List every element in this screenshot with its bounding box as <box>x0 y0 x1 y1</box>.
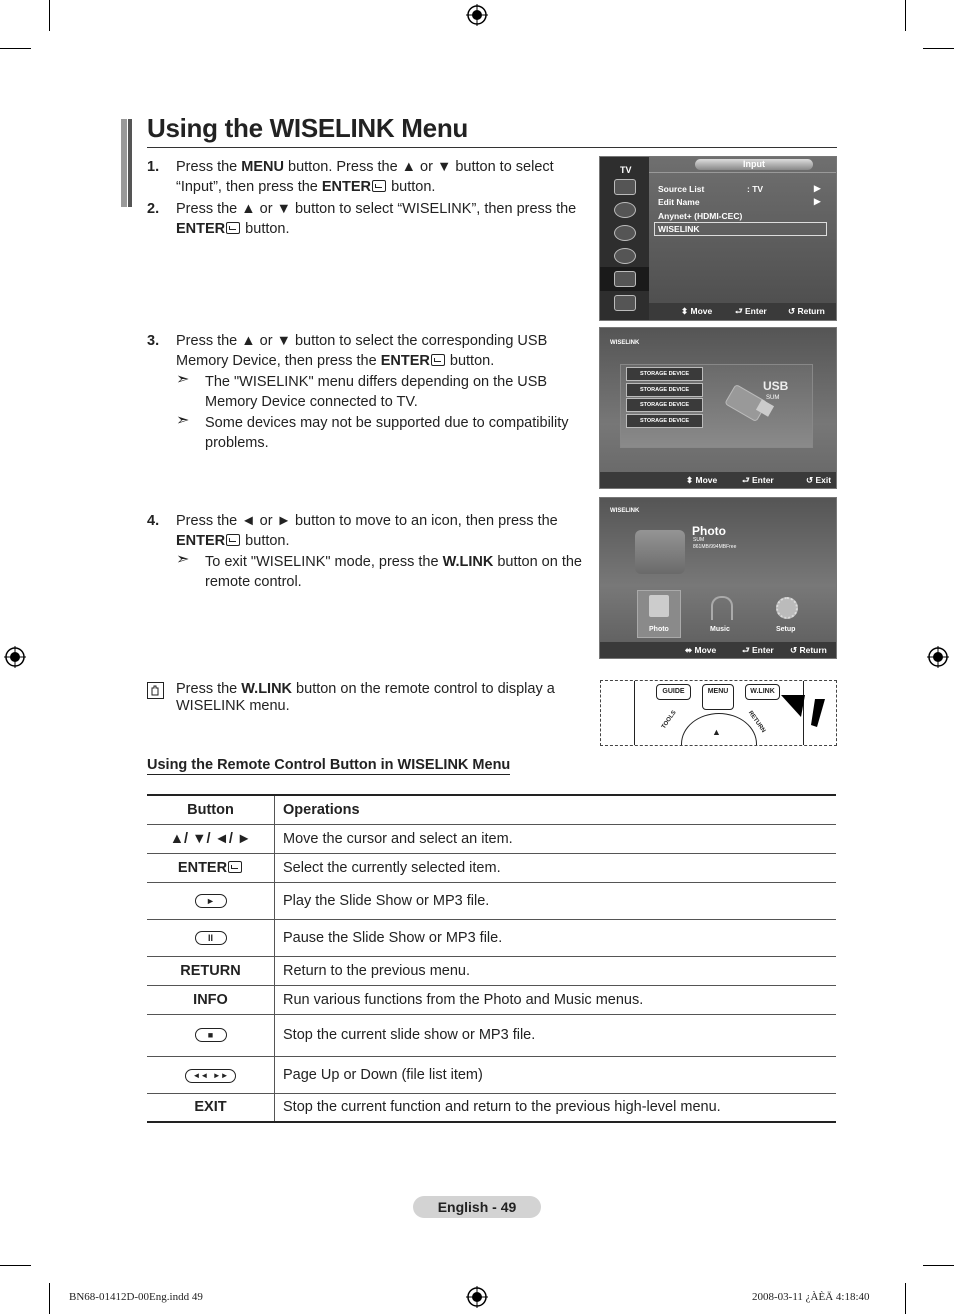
registration-mark-icon <box>466 4 488 26</box>
enter-icon <box>372 180 386 192</box>
menu-keyword: MENU <box>241 159 284 175</box>
osd-footer <box>600 472 836 488</box>
enter-icon <box>226 534 240 546</box>
step-text: button. <box>241 221 290 237</box>
usb-label: USB <box>763 379 789 393</box>
step-text: button. <box>445 353 495 369</box>
enter-icon <box>431 354 445 366</box>
pause-button-cell <box>147 919 275 956</box>
note-text: button on the remote control. <box>205 554 582 590</box>
registration-mark-icon <box>927 646 949 668</box>
step-text: Memory Device, then press the <box>176 353 381 369</box>
table-row <box>147 1093 836 1122</box>
crop-mark <box>923 1265 954 1266</box>
enter-button-cell: ENTER <box>147 853 275 882</box>
table-row <box>147 919 836 956</box>
page-buttons-cell <box>147 1056 275 1093</box>
title-divider <box>147 147 837 148</box>
camera-icon <box>635 530 685 574</box>
tv-label: TV <box>620 165 632 175</box>
step-number: 4. <box>147 513 160 529</box>
note-arrow-icon: ➣ <box>176 371 190 388</box>
title-accent-bar <box>121 119 127 207</box>
operation-cell: Stop the current slide show or MP3 file. <box>275 1014 837 1056</box>
usb-sublabel: SUM <box>766 395 780 401</box>
return-hint: ↺ Return <box>788 306 825 316</box>
stop-button-cell <box>147 1014 275 1056</box>
operation-cell: Move the cursor and select an item. <box>275 824 837 853</box>
step-text: button. <box>387 179 436 195</box>
note-icon <box>147 682 164 699</box>
arrow-buttons-cell: ▲/ ▼/ ◄/ ► <box>147 824 275 853</box>
wiselink-logo: WISELINK <box>610 340 640 346</box>
crop-mark <box>905 0 906 31</box>
menu-item-source-list[interactable]: Source List <box>658 184 705 194</box>
tip-text: Press the W.LINK button on the remote control to display a WISELINK menu. <box>176 681 555 714</box>
crop-mark <box>49 0 50 31</box>
menu-item-value: : TV <box>747 184 764 194</box>
wlink-keyword: W.LINK <box>241 681 293 697</box>
enter-keyword: ENTER <box>380 353 430 369</box>
wiselink-photo-screenshot <box>599 497 837 659</box>
column-header-operations: Operations <box>275 795 837 824</box>
title-accent-bar <box>128 119 132 207</box>
note-text: The "WISELINK" menu differs depending on the USB Memory Device connected to TV. <box>205 374 548 410</box>
free-space: 861MB/994MBFree <box>693 544 737 550</box>
sound-icon <box>614 202 636 218</box>
step-text: Press the ▲ or ▼ button to select “WISELINK”, then press the <box>176 201 577 217</box>
return-hint: ↺ Return <box>790 645 827 655</box>
wiselink-device-screenshot <box>599 327 837 489</box>
step-text: button. <box>241 533 290 549</box>
enter-keyword: ENTER <box>176 221 226 237</box>
photo-label: Photo <box>649 626 669 633</box>
tools-button[interactable]: TOOLS <box>660 709 678 731</box>
step-text: “Input”, then press the <box>176 179 322 195</box>
wlink-keyword: W.LINK <box>442 554 494 570</box>
crop-mark <box>923 48 954 49</box>
enter-hint: ⮐ Enter <box>735 306 767 316</box>
operations-table <box>147 794 836 1123</box>
rewind-forward-icon: ◄◄ ►► <box>185 1069 235 1083</box>
setup-icon <box>614 248 636 264</box>
table-row <box>147 882 836 919</box>
storage-device-item[interactable]: STORAGE DEVICE <box>626 414 703 428</box>
pause-icon: II <box>195 931 227 945</box>
enter-icon <box>226 222 240 234</box>
print-timestamp: 2008-03-11 ¿ÀÈÄ 4:18:40 <box>752 1291 870 1303</box>
crop-mark <box>905 1283 906 1314</box>
divider <box>649 172 836 173</box>
photo-icon <box>649 595 669 617</box>
table-row <box>147 824 836 853</box>
arrow-right-icon: ▶ <box>814 183 821 193</box>
table-row <box>147 1014 836 1056</box>
osd-sidebar <box>600 157 649 320</box>
operation-cell: Run various functions from the Photo and Music menus. <box>275 985 837 1014</box>
menu-item-anynet[interactable]: Anynet+ (HDMI-CEC) <box>658 211 743 221</box>
menu-item-edit-name[interactable]: Edit Name <box>658 197 700 207</box>
registration-mark-icon <box>466 1286 488 1308</box>
enter-keyword: ENTER <box>176 533 226 549</box>
step-number: 2. <box>147 201 160 217</box>
table-row <box>147 985 836 1014</box>
step-text: Press the ▲ or ▼ button to select the corresponding USB <box>176 333 548 349</box>
step-number: 1. <box>147 159 160 175</box>
crop-mark <box>0 1265 31 1266</box>
stop-icon: ■ <box>195 1028 227 1042</box>
enter-hint: ⮐ Enter <box>742 645 774 655</box>
info-button-cell: INFO <box>147 985 275 1014</box>
note-arrow-icon: ➣ <box>176 551 190 568</box>
application-icon <box>614 295 636 311</box>
crop-mark <box>49 1283 50 1314</box>
operation-cell: Page Up or Down (file list item) <box>275 1056 837 1093</box>
input-icon <box>614 271 636 287</box>
music-icon[interactable] <box>711 596 733 620</box>
step-text: Press the <box>176 159 242 175</box>
menu-button[interactable]: MENU <box>702 684 734 710</box>
move-hint: ⬍ Move <box>686 475 718 485</box>
section-subheading: Using the Remote Control Button in WISELINK Menu <box>147 757 511 773</box>
channel-icon <box>614 225 636 241</box>
move-hint: ⬌ Move <box>685 645 717 655</box>
table-header-row <box>147 795 836 824</box>
wlink-button[interactable]: W.LINK <box>745 684 780 700</box>
setup-gear-icon[interactable] <box>776 597 798 619</box>
operation-cell: Play the Slide Show or MP3 file. <box>275 882 837 919</box>
step-text: Press the ◄ or ► button to move to an icon, then press the <box>176 513 558 529</box>
enter-keyword: ENTER <box>321 179 372 195</box>
exit-button-cell: EXIT <box>147 1093 275 1122</box>
remote-control-illustration <box>600 680 837 746</box>
return-button-cell: RETURN <box>147 956 275 985</box>
table-row <box>147 853 836 882</box>
return-button[interactable]: RETURN <box>746 710 767 734</box>
category-title: Photo <box>692 524 726 538</box>
note-text: To exit "WISELINK" mode, press the <box>205 554 443 570</box>
move-hint: ⬍ Move <box>681 306 713 316</box>
crop-mark <box>0 48 31 49</box>
page-number-badge: English - 49 <box>413 1196 541 1218</box>
step-number: 3. <box>147 333 160 349</box>
column-header-button: Button <box>147 795 275 824</box>
registration-mark-icon <box>4 646 26 668</box>
table-row <box>147 956 836 985</box>
enter-hint: ⮐ Enter <box>742 475 774 485</box>
guide-button[interactable]: GUIDE <box>656 684 691 700</box>
play-button-cell <box>147 882 275 919</box>
input-menu-screenshot <box>599 156 837 321</box>
enter-icon <box>228 861 242 873</box>
note-text: Some devices may not be supported due to compatibility problems. <box>205 415 569 451</box>
print-file-name: BN68-01412D-00Eng.indd 49 <box>69 1291 203 1303</box>
up-arrow-icon: ▲ <box>712 727 721 737</box>
operation-cell: Pause the Slide Show or MP3 file. <box>275 919 837 956</box>
music-label: Music <box>710 626 730 633</box>
exit-hint: ↺ Exit <box>806 475 832 485</box>
storage-device-item[interactable]: STORAGE DEVICE <box>626 383 703 397</box>
table-row <box>147 1056 836 1093</box>
operation-cell: Return to the previous menu. <box>275 956 837 985</box>
storage-device-item[interactable]: STORAGE DEVICE <box>626 398 703 412</box>
wiselink-logo: WISELINK <box>610 508 640 514</box>
play-icon: ► <box>195 894 227 908</box>
arrow-right-icon: ▶ <box>814 196 821 206</box>
picture-icon <box>614 179 636 195</box>
menu-item-wiselink[interactable]: WISELINK <box>658 224 700 234</box>
device-name: SUM <box>693 537 705 543</box>
step-text: button. Press the ▲ or ▼ button to select <box>283 159 554 175</box>
pointer-arrow-icon <box>779 691 829 731</box>
operation-cell: Stop the current function and return to the previous high-level menu. <box>275 1093 837 1122</box>
note-arrow-icon: ➣ <box>176 412 190 429</box>
page-title: Using the WISELINK Menu <box>147 113 468 143</box>
operation-cell: Select the currently selected item. <box>275 853 837 882</box>
storage-device-item[interactable]: STORAGE DEVICE <box>626 367 703 381</box>
menu-header: Input <box>695 159 813 170</box>
setup-label: Setup <box>776 626 796 633</box>
